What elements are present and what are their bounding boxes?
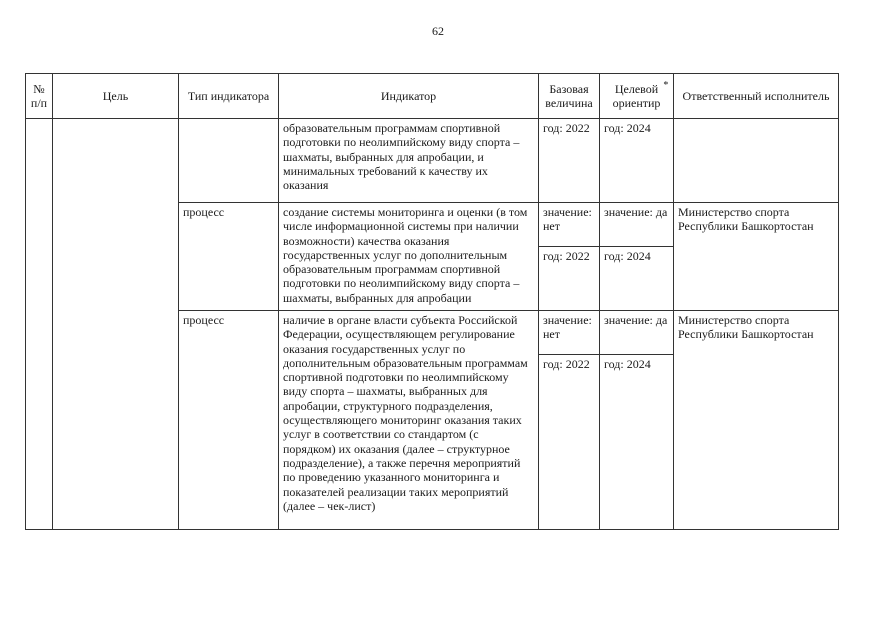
header-num: № п/п xyxy=(26,74,53,119)
header-responsible: Ответственный исполнитель xyxy=(674,74,839,119)
base-value-cell: значение: нет xyxy=(539,203,600,247)
base-year-cell: год: 2022 xyxy=(539,247,600,311)
page-number: 62 xyxy=(432,24,444,38)
base-year-cell: год: 2022 xyxy=(539,355,600,530)
responsible-cell xyxy=(674,119,839,203)
header-target xyxy=(600,74,674,119)
responsible-cell: Министерство спорта Республики Башкортостан xyxy=(674,311,839,530)
header-goal: Цель xyxy=(53,74,179,119)
type-cell: процесс xyxy=(179,203,279,311)
type-cell xyxy=(179,119,279,203)
target-value-cell: значение: да xyxy=(600,203,674,247)
table-row xyxy=(26,119,839,203)
target-value-cell: значение: да xyxy=(600,311,674,355)
indicator-cell: создание системы мониторинга и оценки (в том числе информационной системы при наличии возможности) качества оказания государственных услуг по дополнительным образовательным программам спортивной подготовки по неолимпийскому виду спорта – шахматы, выбранных для апробации xyxy=(279,203,539,311)
indicators-table xyxy=(25,73,839,530)
type-cell: процесс xyxy=(179,311,279,530)
footnote-mark: * xyxy=(663,79,669,91)
num-cell xyxy=(26,119,53,530)
target-cell: год: 2024 xyxy=(600,119,674,203)
header-type: Тип индикатора xyxy=(179,74,279,119)
base-cell: год: 2022 xyxy=(539,119,600,203)
target-year-cell: год: 2024 xyxy=(600,247,674,311)
responsible-cell: Министерство спорта Республики Башкортостан xyxy=(674,203,839,311)
header-base: Базовая величина xyxy=(539,74,600,119)
target-year-cell: год: 2024 xyxy=(600,355,674,530)
base-value-cell: значение: нет xyxy=(539,311,600,355)
header-indicator: Индикатор xyxy=(279,74,539,119)
table-header-row xyxy=(26,74,839,119)
goal-cell xyxy=(53,119,179,530)
indicator-cell: наличие в органе власти субъекта Российской Федерации, осуществляющем регулирование оказания государственных услуг по дополнительным образовательным программам спортивной подготовки по неолимпийскому виду спорта – шахматы, выбранных для апробации, структурного подразделения, осуществляющего мониторинг оказания таких услуг в соответствии со стандартом (с порядком) их оказания (далее – структурное подразделение), а также перечня мероприятий по проведению указанного мониторинга и показателей реализации таких мероприятий (далее – чек-лист) xyxy=(279,311,539,530)
header-target-label: Целевой ориентир xyxy=(612,81,661,110)
indicator-cell: образовательным программам спортивной подготовки по неолимпийскому виду спорта – шахматы, выбранных для апробации, и минимальных требований к качеству их оказания xyxy=(279,119,539,203)
